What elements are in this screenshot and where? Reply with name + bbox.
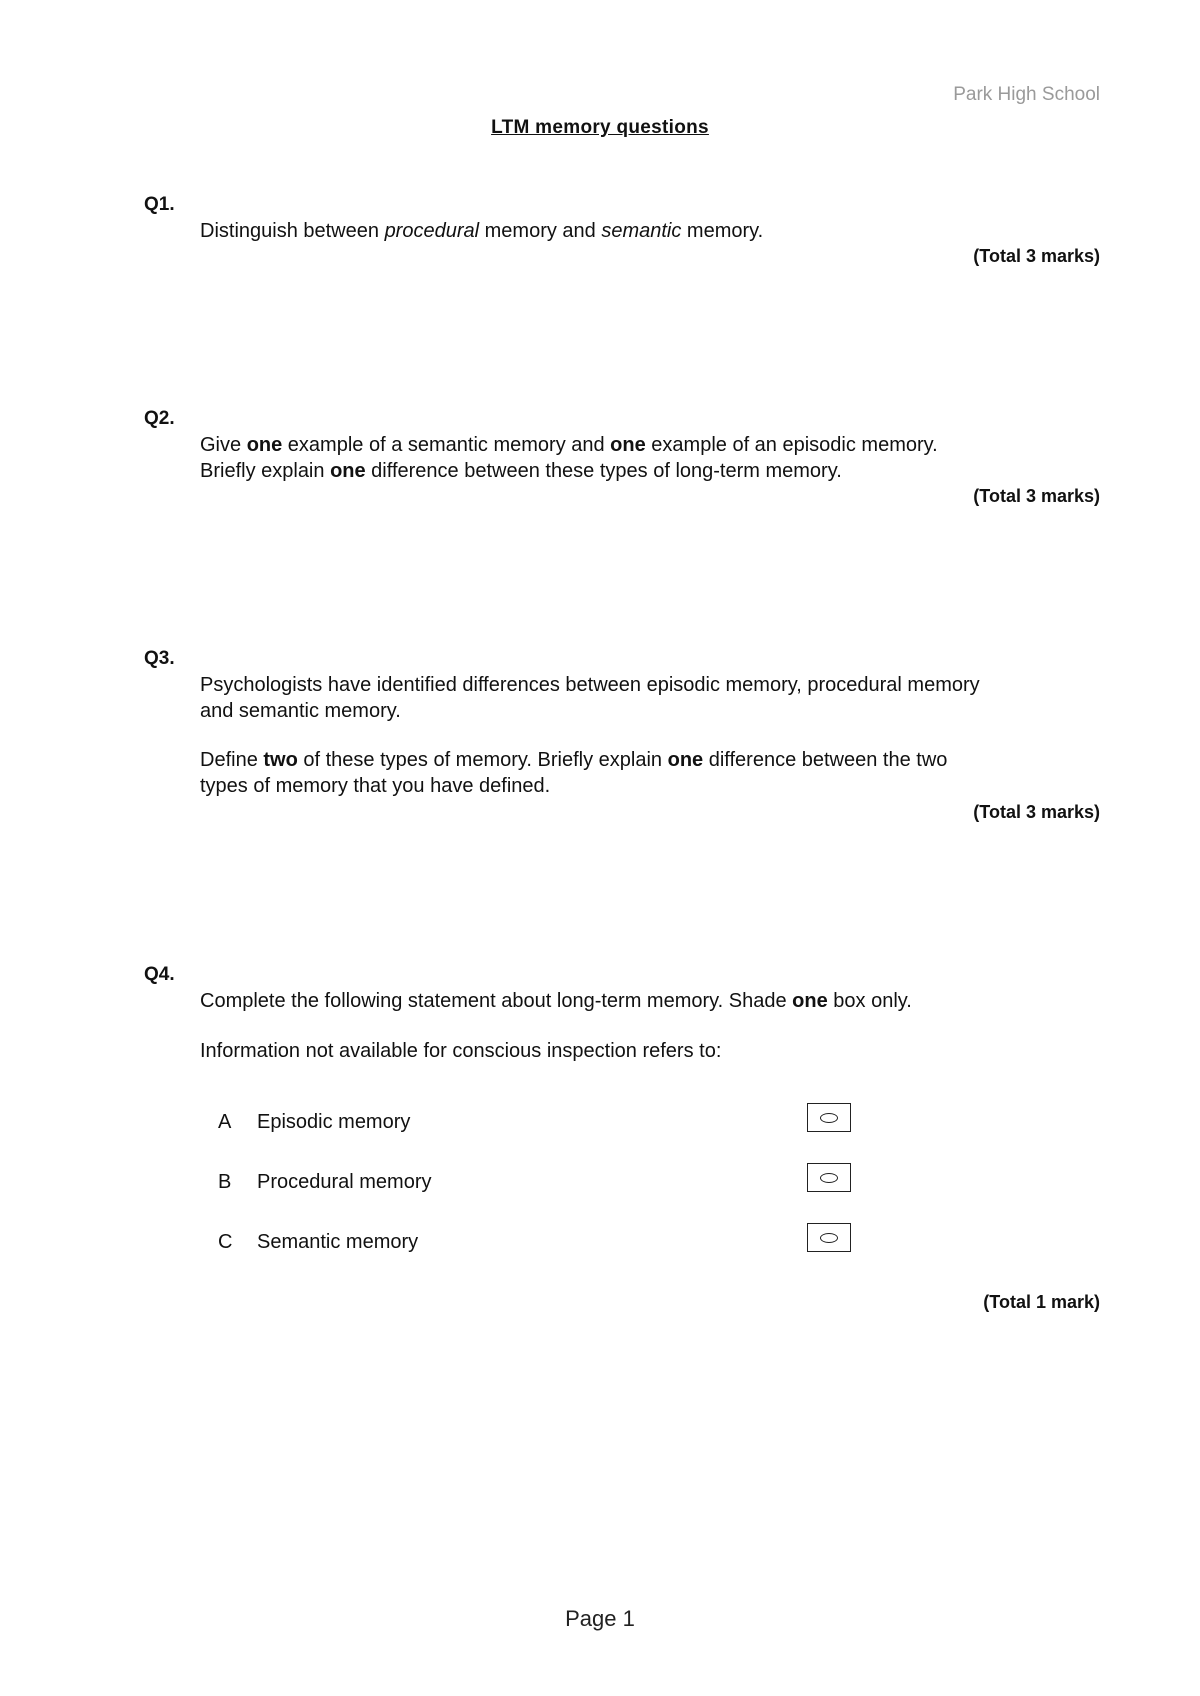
option-a-checkbox[interactable] bbox=[807, 1103, 851, 1132]
question-3-marks: (Total 3 marks) bbox=[973, 802, 1100, 822]
page-title: LTM memory questions bbox=[491, 117, 709, 138]
question-3-line-3: Define two of these types of memory. Briefly explain one difference between the two bbox=[200, 749, 948, 771]
page-number: Page 1 bbox=[565, 1606, 635, 1631]
option-a-label: Episodic memory bbox=[257, 1111, 411, 1133]
option-c-label: Semantic memory bbox=[257, 1231, 419, 1253]
question-3-line-4: types of memory that you have defined. bbox=[200, 775, 551, 797]
option-b-checkbox[interactable] bbox=[807, 1163, 851, 1192]
question-1-text: Distinguish between procedural memory and semantic memory. bbox=[200, 220, 764, 242]
question-2-number: Q2. bbox=[144, 408, 175, 429]
option-c-letter: C bbox=[218, 1231, 233, 1253]
oval-icon bbox=[820, 1233, 838, 1243]
option-a-letter: A bbox=[218, 1111, 232, 1133]
question-1-number: Q1. bbox=[144, 194, 175, 215]
option-b-letter: B bbox=[218, 1171, 232, 1193]
option-b-label: Procedural memory bbox=[257, 1171, 432, 1193]
question-3-line-2: and semantic memory. bbox=[200, 700, 401, 722]
question-2-line-2: Briefly explain one difference between these types of long-term memory. bbox=[200, 460, 842, 482]
oval-icon bbox=[820, 1113, 838, 1123]
school-name: Park High School bbox=[953, 84, 1100, 105]
oval-icon bbox=[820, 1173, 838, 1183]
question-1-marks: (Total 3 marks) bbox=[973, 246, 1100, 266]
question-2-marks: (Total 3 marks) bbox=[973, 486, 1100, 506]
question-4-number: Q4. bbox=[144, 964, 175, 985]
option-c-checkbox[interactable] bbox=[807, 1223, 851, 1252]
question-3-line-1: Psychologists have identified differences between episodic memory, procedural memory bbox=[200, 674, 980, 696]
question-4-marks: (Total 1 mark) bbox=[983, 1292, 1100, 1312]
question-4-line-1: Complete the following statement about long-term memory. Shade one box only. bbox=[200, 990, 912, 1012]
question-4-line-2: Information not available for conscious inspection refers to: bbox=[200, 1040, 722, 1062]
question-3-number: Q3. bbox=[144, 648, 175, 669]
question-2-line-1: Give one example of a semantic memory and one example of an episodic memory. bbox=[200, 434, 938, 456]
